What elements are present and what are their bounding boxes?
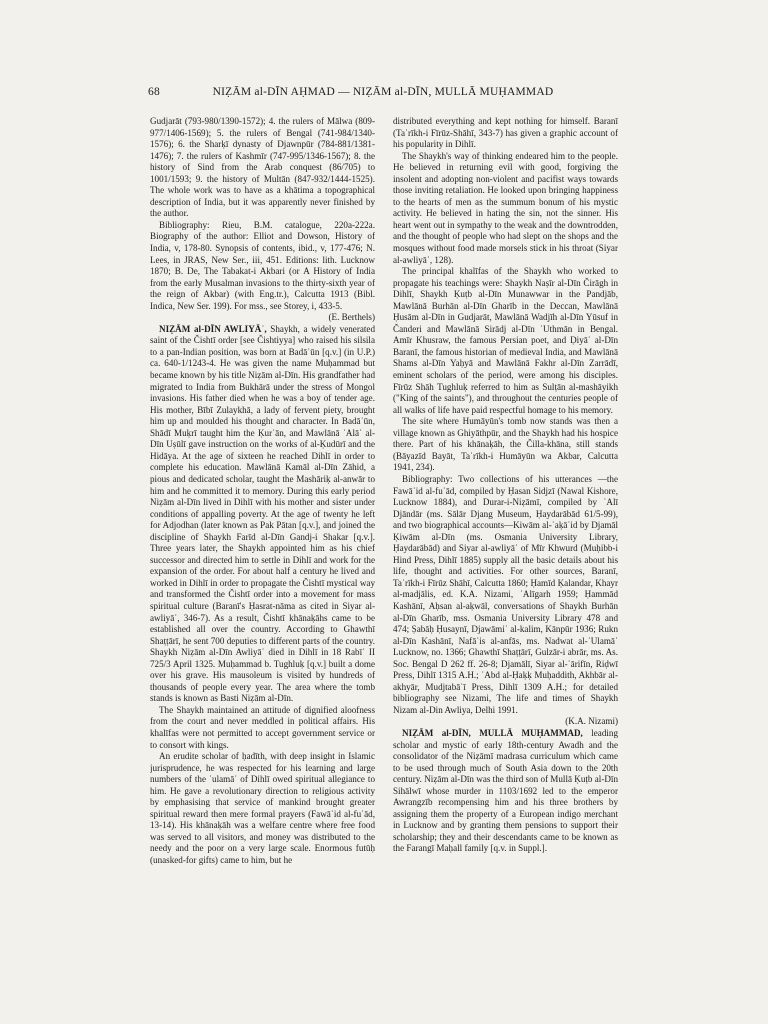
running-head: NIẒĀM al-DĪN AḤMAD — NIẒĀM al-DĪN, MULLĀ MUḤAMMAD bbox=[212, 86, 554, 98]
author-signature: (E. Berthels) bbox=[328, 312, 375, 323]
right-column bbox=[393, 116, 618, 946]
paragraph-khalifas: The principal khalīfas of the Shaykh who worked to propagate his teachings were: Shaykh Naṣīr al-Dīn Čirāgh in Dihlī, Shaykh Ḳuṭb al-Dīn Munawwar in the Pandjāb, Mawlānā Burhān al-Dīn Gharīb in the Deccan, Mawlānā Ḥusām al-Dīn in Gudjarāt, Mawlānā Wadjīh al-Dīn Yūsuf in Čanderi and Mawlānā Sirādj al-Dīn ʿUthmān in Bengal. Amīr Khusraw, the famous Persian poet, and Ḍiyāʾ al-Dīn Baranī, the famous historian of medieval India, and Mawlānā Shams al-Dīn Yaḥyā and Mawlānā Fakhr al-Dīn Zarrādī, eminent scholars of the period, were among his disciples. Fīrūz Shāh Tughluḳ referred to him as Sulṭān al-mashāyikh ("King of the saints"), and throughout the centuries people of all walks of life have paid respectful homage to his memory. bbox=[393, 266, 618, 415]
paragraph-aloofness: The Shaykh maintained an attitude of dignified aloofness from the court and never meddled in political affairs. His khalīfas were not permitted to accept government service or to consort with kings. bbox=[150, 704, 375, 750]
page-header bbox=[148, 86, 618, 102]
page-number: 68 bbox=[148, 86, 160, 98]
paragraph-humayun-tomb: The site where Humāyūn's tomb now stands was then a village known as Ghiyāthpūr, and the Shaykh had his hospice there. Part of his khānaḳāh, the Čilla-khāna, still stands (Bāyazīd Bayāt, Taʾrīkh-i Humāyūn wa Akbar, Calcutta 1941, 234). bbox=[393, 416, 618, 473]
entry-heading: NIẒĀM al-DĪN, MULLĀ MUḤAMMAD, bbox=[402, 727, 583, 738]
paragraph-hadith-scholar: An erudite scholar of ḥadīth, with deep insight in Islamic jurisprudence, he was respected for his learning and large numbers of the ʿulamāʾ of Dihlī owed spiritual allegiance to him. He gave a revolutionary direction to religious activity by emphasising that service of mankind brought greater spiritual reward then mere formal prayers (Fawāʾid al-fuʾād, 13-14). His khānaḳāh was a welfare centre where free food was served to all visitors, and money was distributed to the needy and the poor on a very large scale. Enormous futūḥ (unasked-for gifts) came to him, but he bbox=[150, 751, 375, 865]
entry-nizam-al-din-awliya bbox=[150, 324, 375, 705]
left-column bbox=[150, 116, 375, 946]
paragraph-way-of-thinking: The Shaykh's way of thinking endeared him to the people. He believed in returning evil with good, forgiving the insolent and adopting non-violent and pacifist ways towards those inviting retaliation. He looked upon bringing happiness to the hearts of men as the summum bonum of his mystic activity. He believed in hating the sin, not the sinner. His heart went out in sympathy to the weak and the downtrodden, and the thought of people who had slept on the shops and the mosques without food made morsels stick in his throat (Siyar al-awliyāʾ, 128). bbox=[393, 150, 618, 265]
paragraph-distributed: distributed everything and kept nothing for himself. Baranī (Taʾrīkh-i Fīrūz-Shāhī, 343-7) has given a graphic account of his popularity in Dihlī. bbox=[393, 116, 618, 150]
bibliography-paragraph: Bibliography: Rieu, B.M. catalogue, 220a-222a. Biography of the author: Elliot and Dowson, History of India, v, 178-80. Synopsis of contents, ibid., v, 177-476; N. Lees, in JRAS, New Ser., iii, 451. Editions: lith. Lucknow 1870; B. De, The Tabakat-i Akbari (or A History of India from the early Musalman invasions to the thirty-sixth year of the reign of Akbar) (with Eng.tr.), Calcutta 1913 (Bibl. Indica, New Ser. 199). For mss., see Storey, i, 433-5. bbox=[150, 219, 375, 311]
bibliography-paragraph: Bibliography: Two collections of his utterances —the Fawāʾid al-fuʾād, compiled by Ḥasan Sidjzī (Nawal Kishore, Lucknow 1884), and Durar-i-Niẓāmī, compiled by ʿAlī Djāndār (ms. Sālār Djang Museum, Ḥaydarābād 61/5-99), and two biographical accounts—Kiwām al-ʿaḳāʾid by Djamāl Ḳiwām al-Dīn (ms. Osmania University Library, Ḥaydarābād) and Siyar al-awliyāʾ of Mīr Khwurd (Muḥibb-i Hind Press, Dihlī 1885) supply all the basic details about his life, thought and activities. For other sources, Baranī, Taʾrīkh-i Fīrūz Shāhī, Calcutta 1860; Ḥamīd Ḳalandar, Khayr al-madjālis, ed. K.A. Nizami, ʿAlīgarh 1959; Ḥammād Kashānī, Aḥsan al-aḳwāl, conversations of Shaykh Burhān al-Dīn Gharīb, mss. Osmania University Library 478 and 474; Ṣabāḥ Ḥusaynī, Djawāmiʿ al-kalim, Kānpūr 1936; Rukn al-Dīn Kashānī, Nafāʾis al-anfās, ms. Nadwat al-ʿUlamāʾ Lucknow, no. 1366; Ghawthī Shaṭṭārī, Gulzār-i abrār, ms. As. Soc. Bengal D 262 ff. 26-8; Djamālī, Siyar al-ʿārifīn, Riḍwī Press, Dihlī 1315 A.H.; ʿAbd al-Ḥaḳḳ Muḥaddith, Akhbār al-akhyār, Mudjtabāʾī Press, Dihlī 1309 A.H.; for detailed bibliography see Nizami, The life and times of Shaykh Nizam al-Din Awliya, Delhi 1991. bbox=[393, 473, 618, 715]
entry-nizam-al-din-mulla-muhammad bbox=[393, 728, 618, 855]
paragraph-gudjarat-list: Gudjarāt (793-980/1390-1572); 4. the rulers of Mālwa (809-977/1406-1569); 5. the rulers of Bengal (741-984/1340-1576); 6. the Sharḳī dynasty of Djawnpūr (784-881/1381-1476); 7. the rulers of Kashmīr (747-995/1346-1567); 8. the history of Sind from the Arab conquest (86/705) to 1001/1593; 9. the history of Multān (847-932/1444-1525). The whole work was to have as a khātima a topographical description of India, but it was apparently never finished by the author. bbox=[150, 116, 375, 219]
entry-heading: NIẒĀM al-DĪN AWLIYĀʾ, bbox=[159, 323, 267, 334]
entry-text: Shaykh, a widely venerated saint of the Čishtī order [see Čishtiyya] who raised his silsila to a pan-Indian position, was born at Badāʾūn [q.v.] (in U.P.) ca. 640-1/1243-4. He was given the name Muḥammad but became known by his title Niẓām al-Dīn. His grandfather had migrated to India from Bukhārā under the stress of Mongol invasions. His father died when he was a boy of tender age. His mother, Bībī Zulaykhā, a lady of fervent piety, brought him up and moulded his thought and character. In Badāʾūn, Shādī Muḳrī taught him the Ḳurʾān, and Mawlānā ʿAlāʾ al-Dīn Uṣūlī gave instruction on the works of al-Ḳudūrī and the Hidāya. At the age of sixteen he reached Dihlī in order to complete his education. Mawlānā Kamāl al-Dīn Zāhid, a pious and dedicated scholar, taught the Mashāriḳ al-anwār to him and he committed it to memory. During this early period Niẓām al-Dīn lived in Dihlī with his mother and sister under conditions of appalling poverty. At the age of twenty he left for Adjodhan (later known as Pak Pātan [q.v.], and joined the discipline of Shaykh Farīd al-Dīn Gandj-i Shakar [q.v.]. Three years later, the Shaykh appointed him as his chief successor and directed him to settle in Dihlī and work for the expansion of the order. For about half a century he lived and worked in Dihlī in order to propagate the Čishtī mystical way and transformed the Čishtī order into a movement for mass spiritual culture (Baranī's Ḥasrat-nāma as cited in Siyar al-awliyāʾ, 346-7). As a result, Čishtī khānaḳāhs came to be established all over the country. According to Ghawthī Shaṭṭārī, he sent 700 deputies to different parts of the country. Shaykh Niẓām al-Dīn Awliyāʾ died in Dihlī in 18 Rabīʿ II 725/3 April 1325. Muḥammad b. Tughluḳ [q.v.] built a dome over his grave. His mausoleum is visited by hundreds of thousands of people every year. The area where the tomb stands is known as Basti Niẓām al-Dīn. bbox=[150, 323, 375, 704]
author-signature: (K.A. Nizami) bbox=[565, 716, 618, 727]
entry-text: leading scholar and mystic of early 18th-century Awadh and the consolidator of the Niẓāmī madrasa curriculum which came to be used through much of South Asia down to the 20th century. Niẓām al-Dīn was the third son of Mullā Ḳuṭb al-Dīn Sihālwī whose murder in 1103/1692 led to the emperor Awrangzīb recompensing him and his three brothers by assigning them the property of a European indigo merchant in Lucknow and by granting them pensions to support their scholarship; they and their descendants came to be known as the Farangī Maḥall family [q.v. in Suppl.]. bbox=[393, 727, 618, 854]
